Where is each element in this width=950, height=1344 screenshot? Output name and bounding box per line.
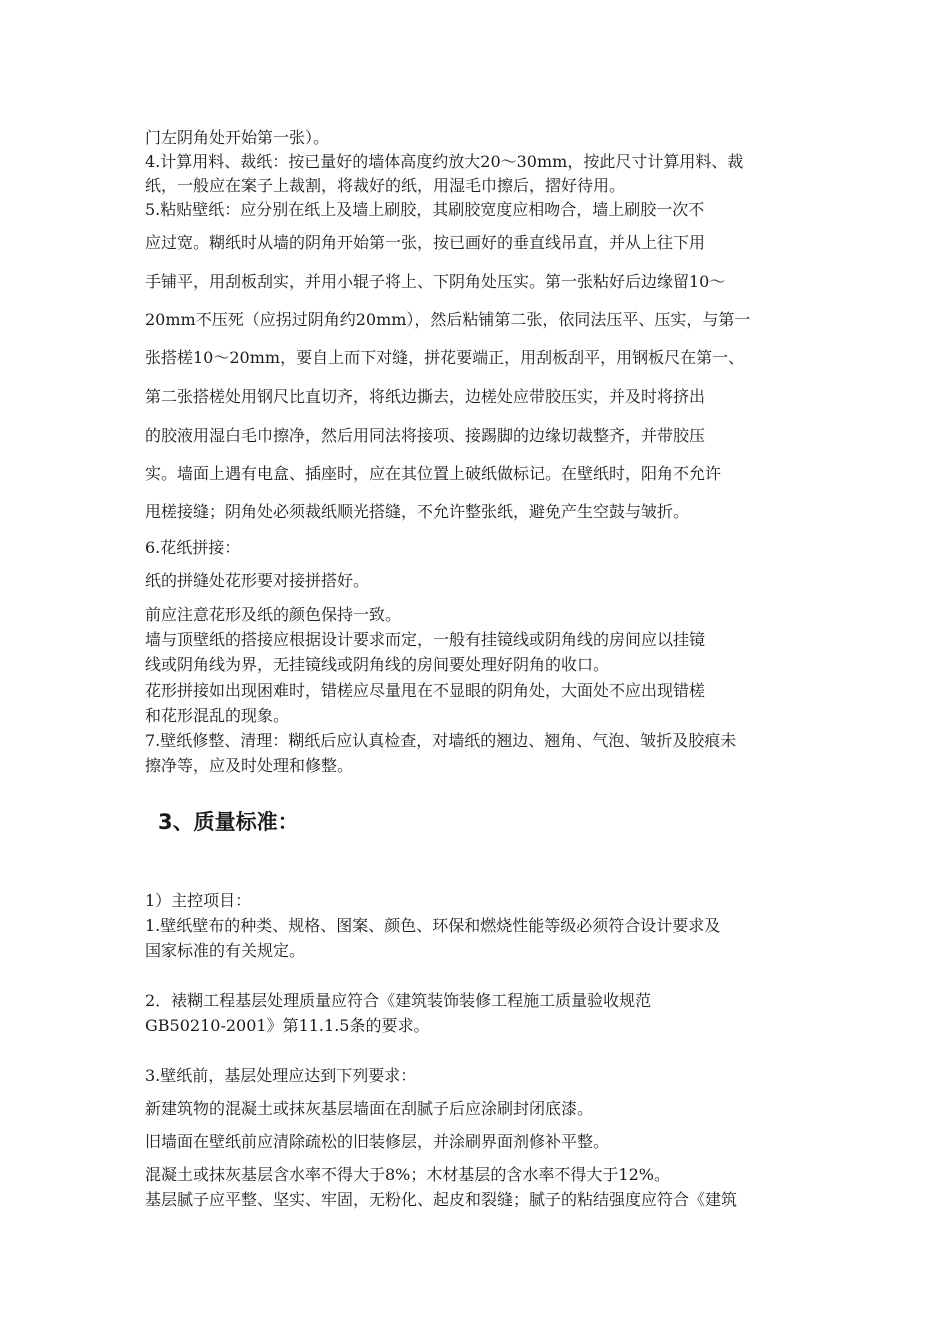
text-line: 和花形混乱的现象。 bbox=[145, 706, 290, 725]
text-line: 花形拼接如出现困难时，错槎应尽量甩在不显眼的阴角处，大面处不应出现错槎 bbox=[145, 681, 706, 700]
text-line: 国家标准的有关规定。 bbox=[145, 941, 306, 960]
text-line: 手铺平，用刮板刮实，并用小辊子将上、下阴角处压实。第一张粘好后边缘留10～ bbox=[145, 272, 726, 291]
text-line: 线或阴角线为界，无挂镜线或阴角线的房间要处理好阴角的收口。 bbox=[145, 655, 610, 674]
text-line: 前应注意花形及纸的颜色保持一致。 bbox=[145, 605, 402, 624]
text-line: 1）主控项目： bbox=[145, 891, 252, 910]
text-line: 基层腻子应平整、坚实、牢固，无粉化、起皮和裂缝；腻子的粘结强度应符合《建筑 bbox=[145, 1190, 738, 1209]
text-line: 应过宽。糊纸时从墙的阴角开始第一张，按已画好的垂直线吊直，并从上往下用 bbox=[145, 233, 706, 252]
text-line: 纸，一般应在案子上裁割，将裁好的纸，用湿毛巾擦后，摺好待用。 bbox=[145, 176, 626, 195]
text-line: 20mm不压死（应拐过阴角约20mm），然后粘铺第二张，依同法压平、压实，与第一 bbox=[145, 310, 751, 329]
text-line: 实。墙面上遇有电盒、插座时，应在其位置上破纸做标记。在壁纸时，阳角不允许 bbox=[145, 464, 722, 483]
text-line: 1.壁纸壁布的种类、规格、图案、颜色、环保和燃烧性能等级必须符合设计要求及 bbox=[145, 916, 721, 935]
text-line: 混凝土或抹灰基层含水率不得大于8%；木材基层的含水率不得大于12%。 bbox=[145, 1165, 670, 1184]
text-line: 旧墙面在壁纸前应清除疏松的旧装修层，并涂刷界面剂修补平整。 bbox=[145, 1132, 610, 1151]
text-line: 新建筑物的混凝土或抹灰基层墙面在刮腻子后应涂刷封闭底漆。 bbox=[145, 1099, 594, 1118]
text-line: 门左阴角处开始第一张）。 bbox=[145, 128, 330, 147]
text-line: 4.计算用料、裁纸：按已量好的墙体高度约放大20～30mm，按此尺寸计算用料、裁 bbox=[145, 152, 744, 171]
text-line: 5.粘贴壁纸：应分别在纸上及墙上刷胶，其刷胶宽度应相吻合，墙上刷胶一次不 bbox=[145, 200, 705, 219]
text-line: 墙与顶壁纸的搭接应根据设计要求而定，一般有挂镜线或阴角线的房间应以挂镜 bbox=[145, 630, 706, 649]
text-line: 3.壁纸前，基层处理应达到下列要求： bbox=[145, 1066, 417, 1085]
text-line: 纸的拼缝处花形要对接拼搭好。 bbox=[145, 571, 370, 590]
text-line: 第二张搭槎处用钢尺比直切齐，将纸边撕去，边槎处应带胶压实，并及时将挤出 bbox=[145, 387, 706, 406]
text-line: 张搭槎10～20mm，要自上而下对缝，拼花要端正，用刮板刮平，用钢板尺在第一、 bbox=[145, 348, 745, 367]
text-line: GB50210-2001》第11.1.5条的要求。 bbox=[145, 1016, 430, 1035]
text-line: 6.花纸拼接： bbox=[145, 538, 241, 557]
text-line: 擦净等，应及时处理和修整。 bbox=[145, 756, 354, 775]
text-line: 2．裱糊工程基层处理质量应符合《建筑装饰装修工程施工质量验收规范 bbox=[145, 991, 652, 1010]
text-line: 甩槎接缝；阴角处必须裁纸顺光搭缝，不允许整张纸，避免产生空鼓与皱折。 bbox=[145, 502, 690, 521]
text-line: 的胶液用湿白毛巾擦净，然后用同法将接项、接踢脚的边缘切裁整齐，并带胶压 bbox=[145, 426, 706, 445]
text-line: 7.壁纸修整、清理：糊纸后应认真检查，对墙纸的翘边、翘角、气泡、皱折及胶痕未 bbox=[145, 731, 737, 750]
section-heading: 3、质量标准： bbox=[158, 810, 299, 834]
